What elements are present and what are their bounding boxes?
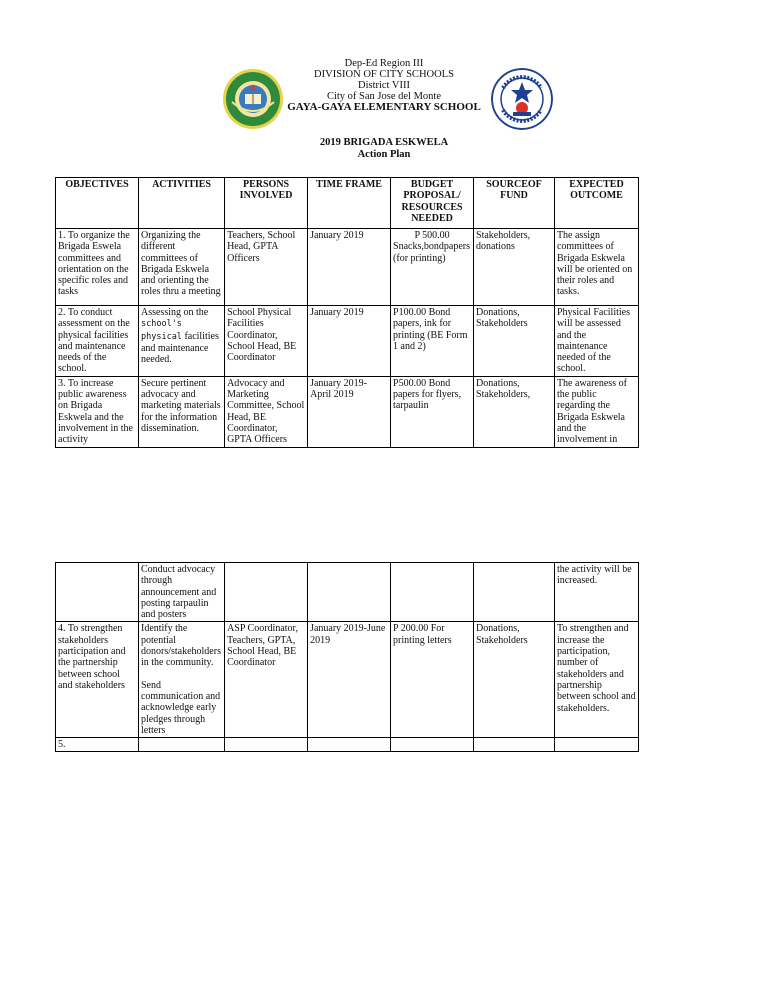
activities-text: facilities and maintenance needed.	[140, 330, 219, 366]
activities-cell	[138, 306, 224, 377]
budget-amount: P 500.00	[414, 230, 450, 241]
objective-cell: 4. To strengthen stakeholders participation and the partnership between school and stakeholders	[56, 622, 139, 738]
outcome-cell: To strengthen and increase the participation, number of stakeholders and partnership between school and stakeholders.	[554, 622, 638, 738]
objective-cell: 2. To conduct assessment on the physical facilities and maintenance needs of the school.	[56, 306, 139, 377]
outcome-cell: The assign committees of Brigada Eskwela will be oriented on their roles and tasks.	[554, 229, 638, 306]
table-header-row	[56, 178, 639, 229]
col-header-time-frame: TIME FRAME	[308, 178, 391, 229]
activities-cell: Conduct advocacy through announcement and posting tarpaulin and posters	[138, 563, 224, 622]
budget-items: Snacks,bondpapers (for printing)	[393, 241, 470, 264]
time-frame-cell	[308, 738, 391, 752]
time-frame-cell: January 2019-April 2019	[308, 376, 391, 447]
division-line: DIVISION OF CITY SCHOOLS	[314, 69, 454, 80]
activities-cell	[138, 622, 224, 738]
activities-cell: Secure pertinent advocacy and marketing materials for the information dissemination.	[138, 376, 224, 447]
outcome-cell	[554, 738, 638, 752]
table-row	[56, 376, 639, 447]
outcome-cell: the activity will be increased.	[554, 563, 638, 622]
objective-cell: 5.	[56, 738, 139, 752]
budget-cell: P100.00 Bond papers, ink for printing (BE Form 1 and 2)	[391, 306, 474, 377]
school-name: GAYA-GAYA ELEMENTARY SCHOOL	[287, 101, 481, 113]
persons-cell: ASP Coordinator, Teachers, GPTA, School Head, BE Coordinator	[225, 622, 308, 738]
fund-cell: Donations, Stakeholders,	[474, 376, 555, 447]
table-row	[56, 738, 639, 752]
table-row	[56, 306, 639, 377]
district-line: District VIII	[357, 80, 410, 91]
objective-cell: 1. To organize the Brigada Eswela committees and orientation on the specific roles and tasks	[56, 229, 139, 306]
budget-cell	[391, 229, 474, 306]
persons-cell: Advocacy and Marketing Committee, School Head, BE Coordinator, GPTA Officers	[225, 376, 308, 447]
time-frame-cell: January 2019	[308, 306, 391, 377]
persons-cell: Teachers, School Head, GPTA Officers	[225, 229, 308, 306]
fund-cell: Stakeholders, donations	[474, 229, 555, 306]
document-title	[200, 137, 568, 161]
table-row	[56, 229, 639, 306]
col-header-expected-outcome: EXPECTED OUTCOME	[554, 178, 638, 229]
action-plan-table	[55, 177, 639, 448]
city-line: City of San Jose del Monte	[326, 91, 442, 102]
activity-item: Identify the potential donors/stakeholders in the community.	[140, 623, 221, 669]
time-frame-cell	[308, 563, 391, 622]
col-header-source-of-fund: SOURCEOF FUND	[474, 178, 555, 229]
time-frame-cell: January 2019-June 2019	[308, 622, 391, 738]
col-header-objectives: OBJECTIVES	[56, 178, 139, 229]
persons-cell: School Physical Facilities Coordinator, School Head, BE Coordinator	[225, 306, 308, 377]
fund-cell	[474, 563, 555, 622]
region-line: Dep-Ed Region III	[344, 58, 424, 69]
objective-cell	[56, 563, 139, 622]
col-header-budget: BUDGET PROPOSAL/ RESOURCES NEEDED	[391, 178, 474, 229]
table-row	[56, 563, 639, 622]
activities-cell	[138, 738, 224, 752]
persons-cell	[225, 738, 308, 752]
title-main: 2019 BRIGADA ESKWELA	[319, 137, 449, 148]
col-header-activities: ACTIVITIES	[138, 178, 224, 229]
budget-cell: P 200.00 For printing letters	[391, 622, 474, 738]
outcome-cell: Physical Facilities will be assessed and the maintenance needed of the school.	[554, 306, 638, 377]
col-header-persons-involved: PERSONS INVOLVED	[225, 178, 308, 229]
budget-cell	[391, 738, 474, 752]
activities-text: Assessing on the	[140, 307, 209, 318]
outcome-cell: The awareness of the public regarding the Brigada Eskwela and the involvement in	[554, 376, 638, 447]
fund-cell: Donations, Stakeholders	[474, 622, 555, 738]
table-row	[56, 622, 639, 738]
title-sub: Action Plan	[357, 149, 411, 160]
action-plan-table-continued	[55, 562, 639, 752]
activity-item: Send communication and acknowledge early pledges through letters	[140, 679, 221, 736]
budget-cell: P500.00 Bond papers for flyers, tarpaulin	[391, 376, 474, 447]
objective-cell: 3. To increase public awareness on Brigada Eskwela and the involvement in the activity	[56, 376, 139, 447]
fund-cell	[474, 738, 555, 752]
activities-cell: Organizing the different committees of Brigada Eskwela and orienting the roles thru a meeting	[138, 229, 224, 306]
fund-cell: Donations, Stakeholders	[474, 306, 555, 377]
time-frame-cell: January 2019	[308, 229, 391, 306]
budget-cell	[391, 563, 474, 622]
letterhead	[200, 58, 568, 113]
persons-cell	[225, 563, 308, 622]
activities-text-mono: school's physical	[140, 319, 182, 342]
